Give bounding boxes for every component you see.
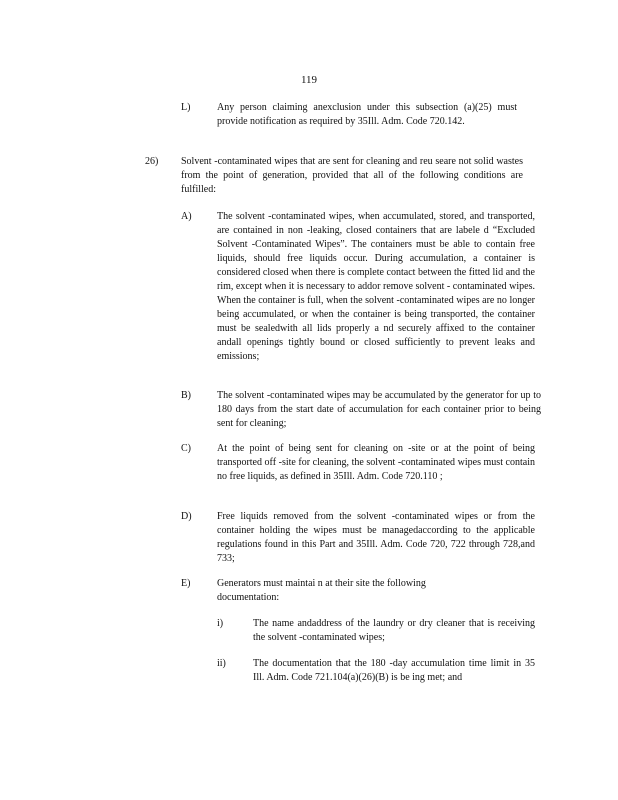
item-text: Solvent -contaminated wipes that are sent for cleaning and reu seare not solid wastes from the point of generation, provided that all of the following conditions are fulfilled: bbox=[181, 156, 526, 195]
item-text: The solvent -contaminated wipes, when accumulated, stored, and transported, are contained in non -leaking, closed containers that are labele d “Excluded Solvent -Contaminated Wipes”. The containers must be able to contain free liquids, should free liquids occur. During accumulation, a container is considered closed when there is complete contact between the fitted lid and the rim, except when it is necessary to addor remove solvent - contaminated wipes. When the container is full, when the solvent -contaminated wipes are no longer being accumulated, or when the container is being transported, the container must be sealedwith all lids properly a nd securely affixed to the container andall openings tightly bound or closed sufficiently to prevent leaks and emissions; bbox=[217, 211, 538, 362]
paragraph-26 bbox=[145, 155, 525, 199]
paragraph-ii bbox=[217, 657, 537, 701]
item-label: ii) bbox=[217, 658, 226, 669]
item-text: The solvent -contaminated wipes may be accumulated by the generator for up to 180 days from the start date of accumulation for each container prior to being sent for cleaning; bbox=[217, 390, 544, 429]
item-text: Free liquids removed from the solvent -contaminated wipes or from the container holding the wipes must be managedaccording to the applicable regulations found in this Part and 35Ill. Adm. Code 720, 722 through 728,and 733; bbox=[217, 511, 538, 564]
paragraph-d bbox=[181, 510, 537, 568]
item-text: The name andaddress of the laundry or dry cleaner that is receiving the solvent -contaminated wipes; bbox=[253, 618, 538, 643]
page-number: 119 bbox=[300, 74, 318, 86]
item-text: The documentation that the 180 -day accumulation time limit in 35 Ill. Adm. Code 721.104(a)(26)(B) is be ing met; and bbox=[253, 658, 538, 683]
paragraph-l bbox=[181, 101, 521, 145]
item-label: i) bbox=[217, 618, 224, 629]
item-label: C) bbox=[181, 443, 191, 454]
item-label: L) bbox=[181, 102, 191, 113]
item-label: D) bbox=[181, 511, 192, 522]
item-text: At the point of being sent for cleaning on -site or at the point of being transported off -site for cleaning, the solvent -contaminated wipes must contain no free liquids, as defined in 35Ill. Adm. Code 720.110 ; bbox=[217, 443, 538, 482]
item-text: Generators must maintai n at their site the following documentation: bbox=[217, 578, 429, 603]
item-label: 26) bbox=[145, 156, 159, 167]
item-text: Any person claiming anexclusion under this subsection (a)(25) must provide notification as required by 35Ill. Adm. Code 720.142. bbox=[217, 102, 520, 127]
item-label: A) bbox=[181, 211, 192, 222]
paragraph-c bbox=[181, 442, 537, 500]
item-label: E) bbox=[181, 578, 191, 589]
paragraph-i bbox=[217, 617, 537, 647]
item-label: B) bbox=[181, 390, 191, 401]
paragraph-b bbox=[181, 389, 543, 433]
paragraph-a bbox=[181, 210, 537, 380]
paragraph-e bbox=[181, 577, 471, 607]
